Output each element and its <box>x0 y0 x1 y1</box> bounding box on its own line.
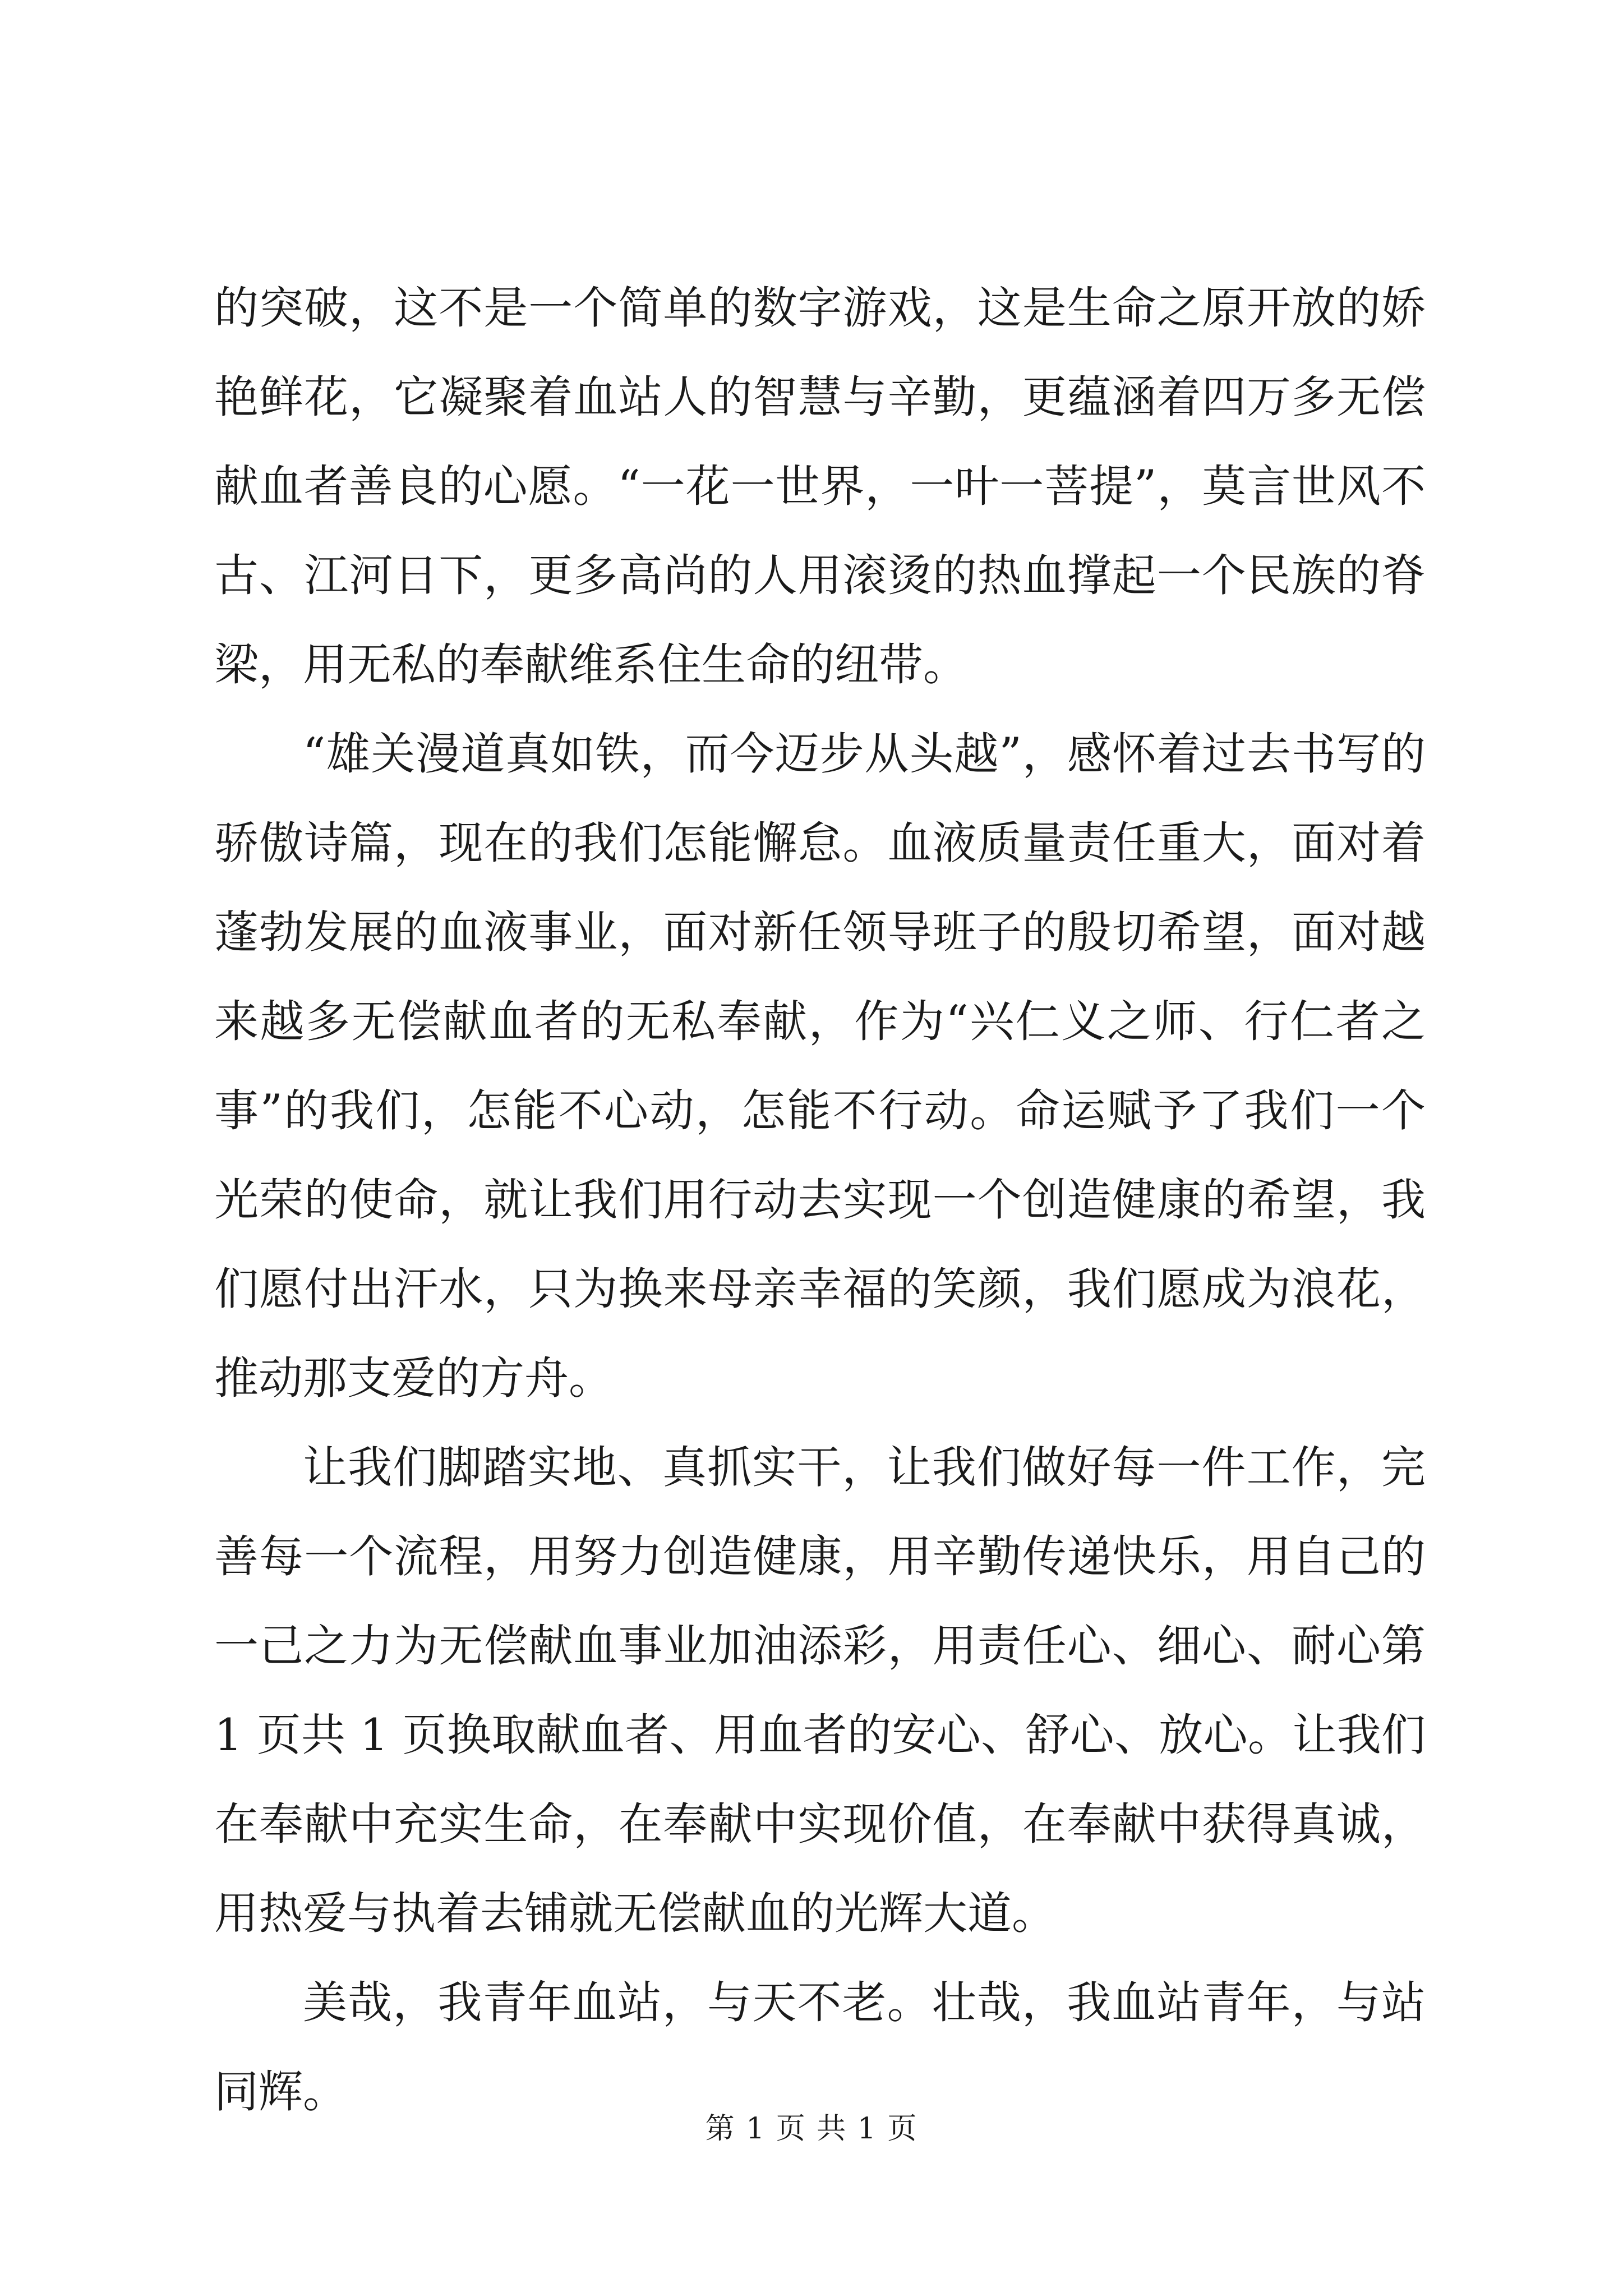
document-body <box>214 264 1426 2137</box>
paragraph-3: 让我们脚踏实地、真抓实干，让我们做好每一件工作，完善每一个流程，用努力创造健康，用辛勤传递快乐，用自己的一己之力为无偿献血事业加油添彩，用责任心、细心、耐心第 1 页共 1 页换取献血者、用血者的安心、舒心、放心。让我们在奉献中充实生命，在奉献中实现价值，在奉献中获得真诚，用热爱与执着去铺就无偿献血的光辉大道。 <box>214 1442 1426 1939</box>
paragraph-2: “雄关漫道真如铁，而今迈步从头越”，感怀着过去书写的骄傲诗篇，现在的我们怎能懈怠。血液质量责任重大，面对着蓬勃发展的血液事业，面对新任领导班子的殷切希望，面对越来越多无偿献血者的无私奉献，作为“兴仁义之师、行仁者之事”的我们，怎能不心动，怎能不行动。命运赋予了我们一个光荣的使命，就让我们用行动去实现一个创造健康的希望，我们愿付出汗水，只为换来母亲幸福的笑颜，我们愿成为浪花，推动那支爱的方舟。 <box>214 728 1426 1404</box>
paragraph-1: 的突破，这不是一个简单的数字游戏，这是生命之原开放的娇艳鲜花，它凝聚着血站人的智慧与辛勤，更蕴涵着四万多无偿献血者善良的心愿。“一花一世界，一叶一菩提”，莫言世风不古、江河日下，更多高尚的人用滚烫的热血撑起一个民族的脊梁，用无私的奉献维系住生命的纽带。 <box>214 282 1426 691</box>
page-footer: 第 1 页 共 1 页 <box>705 2112 918 2146</box>
paragraph-4: 美哉，我青年血站，与天不老。壮哉，我血站青年，与站同辉。 <box>214 1977 1426 2118</box>
